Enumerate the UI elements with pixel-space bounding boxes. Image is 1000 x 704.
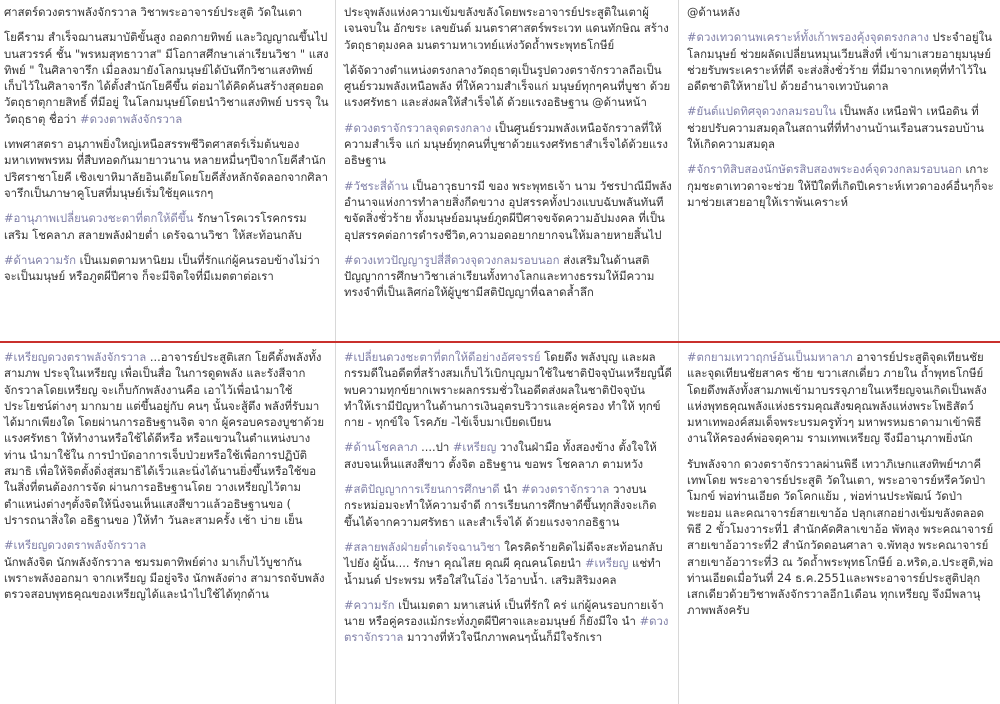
paragraph (4, 29, 329, 127)
body-text: @ด้านหลัง (687, 5, 741, 19)
body-text: เป็นศูนย์รวมพลังเหนือจักรวาลที่ให้ความสำเร็จ แก่ มนุษย์ทุกคนที่บูชาด้วยแรงศรัทธาสำเร็จได้ด้วยแรงอธิษฐาน (344, 120, 668, 168)
body-text: นักพลังจิต นักพลังจักรวาล ชมรมตาทิพย์ต่าง มาเก็บไว้บูชากันเพราะพลังออกมา จากเหรียญ มีอยู่จริง นักพลังต่าง สามารถจับพลังตรวจสอบพุทธคุณของเหรียญได้และนำไปใช้ได้ทุกด้าน (4, 554, 325, 602)
cell-bottom-left (0, 341, 335, 704)
hashtag-text[interactable]: #เหรียญดวงตราพลังจักรวาล (4, 350, 147, 364)
body-text: โดยดึง พลังบุญ และผลกรรมดีในอดีตที่สร้างสมเก็บไว้เบิกบุญมาใช้ในชาติปัจจุบันเหรียญนี้ดี พบความทุกข์ยากเพราะผลกรรมชั่วในอดีตส่งผลในชาติปัจจุบัน ทำให้เรามีปัญหาในด้านการเงินอุตรบริวารและคู่ครอง ทำให้ ทุกข์กาย - ทุกข์ใจ โรคภัย -ไข้เจ็บมาเบียดเบียน (344, 350, 672, 430)
paragraph (344, 178, 672, 243)
section-divider (0, 341, 1000, 343)
body-text: เป็นอาวุธบารมี ของ พระพุทธเจ้า นาม วัชรปาณีมีพลังอำนาจแห่งการทำลายสิ่งกีดขวาง อุปสรรคทั้งปวงแบบฉับพลันทันที ขจัดสิ่งชั่วร้าย ทั้งมนุษย์อมนุษย์ภูตผีปีศาจขจัดความอัปมงคล ที่เป็นอุปสรรคต่อการดำรงชีวิต,ความอดอยากยากจนให้มลายหายสิ้นไป (344, 178, 672, 242)
body-text: อาจารย์ประสูติจุดเทียนชัยและจุดเทียนชัยสาคร ซ้าย ขวาเสกเดี่ยว ภายใน ถ้ำพุทธโกษีย์โดยดึงพลังทั้งสามภพเข้ามาบรรจุภายในเหรียญจนเกิดเป็นพลังแห่งพุทธคุณพลังแห่งธรรมคุณสังฆคุณพลังแห่งพระโพธิสัตว์มหาเทพองค์สมเด็จพระบรมครูทั่วๆ มหาพรหมธาดามาเข้าพิธีงานให้ครองค์พ่อจตุคาม รามเทพเหรียญ จึงมีอานุภาพยิ่งนัก (687, 350, 987, 446)
hashtag-text[interactable]: #เหรียญดวงตราพลังจักรวาล (4, 538, 147, 553)
hashtag-text[interactable]: #ดวงตราจักรวาล (344, 614, 669, 645)
body-text: โยคีราม สำเร็จฌานสมาบัติขั้นสูง ถอดกายทิพย์ และวิญญาณขึ้นไปบนสวรรค์ ชั้น "พรหมสุทธาวาส" มีโอกาสศึกษาเล่าเรียนวิชา " แสงทิพย์ " ในศิลาจารึก เมื่อลงมายังโลกมนุษย์ได้บันทึกวิชาแสงทิพย์ เก็บไว้ในศิลาจารึก ได้ตั้งสำนักโยคีขึ้น ต่อมาได้คิดค้นสร้างสุดยอดวัตถุธาตุกายสิทธิ์ ที่มีอยู่ ในโลกมนุษย์โดยนำวิชาแสงทิพย์ บรรจุ ใน วัตถุธาตุ ชื่อว่า (4, 30, 329, 126)
body-text: ได้จัดวางตำแหน่งตรงกลางวัตถุธาตุเป็นรูปดวงตราจักรวาลถือเป็นศูนย์รวมพลังเหนือพลัง ที่ให้ความสำเร็จแก่ มนุษย์ทุกๆคนที่บูชา ด้วยแรงศรัทธา และส่งผลให้สำเร็จได้ ด้วยแรงอธิษฐาน @ด้านหน้า (344, 62, 671, 110)
paragraph (687, 161, 994, 210)
cell-bottom-right (678, 341, 1000, 704)
body-text: นำ (499, 482, 522, 497)
cell-top-left (0, 0, 335, 341)
cell-bottom-middle (335, 341, 678, 704)
hashtag-text[interactable]: #ดวงตราจักรวาล (521, 482, 610, 497)
body-text: เกาะกุมชะตาเทวดาจะช่วย ให้ปีใดที่เกิดปีเคราะห์เทวดาองค์อื่นๆก็จะมาช่วยเสวยอายุให้เราพ้นเคราะห์ (687, 162, 994, 209)
hashtag-text[interactable]: #ดวงเทวดานพเคราะห์ทั้งเก้าพรองคุ้งจุดตรงกลาง (687, 30, 929, 45)
paragraph (687, 349, 994, 447)
body-text: แช่ทำน้ำมนต์ ประพรม หรือใส่ในโอ่ง ไว้อาบน้ำ. เสริมสิริมงคล (344, 556, 662, 587)
hashtag-text[interactable]: #เปลี่ยนดวงชะตาที่ตกให้ดีอย่างอัศจรรย์ (344, 350, 541, 364)
body-text: ส่งเสริมในด้านสติปัญญาการศึกษาวิชาเล่าเรียนทั้งทางโลกและทางธรรมให้มีความทรงจำที่เป็นเลิศก่อให้ผู้บูชามีสติปัญญาที่ฉลาดล้ำลึก (344, 252, 655, 300)
body-text: ศาสตร์ดวงตราพลังจักรวาล วิชาพระอาจารย์ประสูติ วัดในเตา (4, 5, 303, 19)
hashtag-text[interactable]: #ยันต์แปดทิศจุดวงกลมรอบใน (687, 104, 837, 119)
paragraph (4, 210, 329, 243)
body-text: เป็นพลัง เหนือฟ้า เหนือดิน ที่ช่วยปรับความสมดุลในสถานที่ที่ทำงานบ้านเรือนสวนรอบบ้านให้เกิดความสมดุล (687, 104, 984, 152)
hashtag-text[interactable]: #สลายพลังฝ่ายต่ำเดรัจฉานวิชา (344, 539, 501, 554)
hashtag-text[interactable]: #ด้านความรัก (4, 252, 77, 267)
body-text: วางในฝ่ามือ ทั้งสองข้าง ตั้งใจให้สงบจนเห็นแสงสีขาว ตั้งจิต อธิษฐาน ขอพร โชคลาภ ตามหวัง (344, 440, 657, 471)
paragraph (344, 62, 672, 111)
hashtag-text[interactable]: #ตกยามเทวาฤกษ์อันเป็นมหาลาภ (687, 350, 853, 364)
hashtag-text[interactable]: #ด้านโชคลาภ (344, 440, 418, 455)
body-text: มาวางที่หัวใจนึกภาพคนๆนั้นก็มีใจรักเรา (403, 630, 603, 645)
paragraph (344, 4, 672, 53)
paragraph (687, 103, 994, 152)
hashtag-text[interactable]: #ดวงตราจักรวาลจุดตรงกลาง (344, 120, 492, 135)
paragraph (344, 120, 672, 169)
paragraph (344, 252, 672, 301)
hashtag-text[interactable]: #เหรียญ (452, 440, 497, 455)
cell-top-right (678, 0, 1000, 341)
paragraph (687, 4, 994, 20)
hashtag-text[interactable]: #เหรียญ (584, 556, 629, 571)
body-text: ...อาจารย์ประสูติเสก โยคีตั้งพลังทั้งสามภพ ประจุในเหรียญ เพื่อเป็นสื่อ ในการดูดพลัง และรังสีจากจักรวาลโดยเหรียญ จะเก็บกักพลังงานคือ เอาไว้เพื่อนำมาใช้ประโยชน์ต่างๆ มากมาย แต่ขึ้นอยู่กับ คนๆ นั้นจะสู้ตึง พลังที่รับมาได้มากเพียงใด โดยผ่านการอธิษฐานจิต จาก ผู้ครอบครองบูชาด้วยแรงศรัทธา ให้ทำงานหรือใช้ได้ดีหรือ หรือแขวนในตำแหน่งบางท่าน นำมาใช้ใน การบำบัดอาการเจ็บป่วยหรือใช้เพื่อการปฏิบัติสมาธิ เพื่อให้จิตตั้งดิ่งสู่สมาธิได้เร็วและนิ่งได้นานยิ่งขึ้นหรือใช้ขอ ในสิ่งที่ตนต้องการจัด ผ่านการอธิษฐานโดย วางเหรียญไว้ตามตำแหน่งต่างๆตั้งจิตให้นิ่งจนเห็นแสงสีขาวแล้วอธิษฐานขอ ( ปรารถนาสิ่งใด อธิฐานขอ )ให้ทำ วันละสามครั้ง เช้า บ่าย เย็น (4, 350, 325, 527)
body-text: เทพศาสตรา อนุภาพยิ่งใหญ่เหนือสรรพชีวิตศาสตร์เริ่มต้นของมหาเทพพรหม ที่สืบทอดกันมายาวนาน หลายหมื่นๆปีจากโยคีสำนักปริศราชาโยคี เชิงเขาหิมาลัยอินเดียโดยโยคีสั่งหลักจัดลอกจากศิลาจารึกเป็นภาษาคูโบสที่มนุษย์เริ่มใช้ยุคแรกๆ (4, 137, 329, 200)
body-text: วางบนกระหม่อมจะทำให้ความจำดี การเรียนการศึกษาดีขึ้นทุกสิ่งจะเกิดขึ้นได้จากความศรัทธา และสำเร็จได้ ด้วยแรงจากอธิฐาน (344, 482, 657, 529)
paragraph (4, 349, 329, 528)
body-text: รักษาโรคเวรโรคกรรม เสริม โชคลาภ สลายพลังฝ่ายต่ำ เดรัจฉานวิชา ให้สะท้อนกลับ (4, 211, 307, 242)
paragraph (687, 456, 994, 619)
cell-top-middle (335, 0, 678, 341)
hashtag-text[interactable]: #อานุภาพเปลี่ยนดวงชะตาที่ตกให้ดีขึ้น (4, 211, 194, 226)
hashtag-text[interactable]: #ดวงเทวปัญญารูปสี่สีดวงจุดวงกลมรอบนอก (344, 252, 560, 267)
paragraph (344, 481, 672, 530)
body-text: เป็นเมตตา มหาเสน่ห์ เป็นที่รักใ คร่ แก่ผู้คนรอบกายเจ้านาย หรือคู่ครองแม้กระทั่งภูตผีปีศาจและอมนุษย์ ก็ยังมีใจ นำ (344, 597, 664, 629)
paragraph (344, 439, 672, 472)
body-text: ใครคิดร้ายคิดไม่ดีจะสะท้อนกลับไปยัง ผู้นั้น.... รักษา คุณไสย คุณผี คุณคนโดยนำ (344, 539, 663, 571)
paragraph (4, 252, 329, 285)
paragraph (344, 597, 672, 646)
hashtag-text[interactable]: #ดวงตาพลังจักรวาล (80, 111, 183, 126)
body-text: ประจุพลังแห่งความเข้มขลังขลังโดยพระอาจารย์ประสูติในเตาผู้เจนจบใน อักขระ เลขยันต์ มนตราศาสตร์พระเวท แดนทักษิณ สร้างวัตถุธาตุมงคล มนตรามหาเวทย์แห่งวัดถ้ำพระพุทธโกษีย์ (344, 5, 669, 52)
body-text: ....ปา (417, 440, 453, 455)
paragraph (4, 136, 329, 201)
body-text: รับพลังจาก ดวงตราจักรวาลผ่านพิธี เทวาภิเษกแสงทิพย์ฯภาคีเทพโดย พระอาจารย์ประสูติ วัดในเตา, พระอาจารย์หรีควัดป่าโมกข์ พ่อท่านเอียด วัดโคกแย้ม , พ่อท่านประพัฒน์ วัดป่าพะยอม และคณาจารย์สายเขาอ้อ ปลุกเสกอย่างเข้มขลังตลอดพิธี 2 ขั้วโมงวาระที่1 สำนักคัดศิลาเขาอ้อ พัทลุง พระคณาจารย์ สายเขาอ้อวาระที่2 สำนักวัดดอนศาลา จ.พัทลุง พระคณาจารย์ สายเขาอ้อวาระที่3 ณ วัดถ้ำพระพุทธโกษีย์ อ.หริด,อ.ประสูติ,พ่อท่านเอียดเมื่อวันที่ 24 ธ.ค.2551และพระอาจารย์ประสูติปลุกเสกเดียวด้วยวิชาพลังจักรวาลอีก1เดือน ทุกเหรียญ จึงมีพลานุภาพพลังครับ (687, 456, 994, 618)
paragraph (687, 29, 994, 94)
body-text: เป็นเมตตามหานิยม เป็นที่รักแก่ผู้คนรอบข้างไม่ว่าจะเป็นมนุษย์ หรือภูตผีปีศาจ ก็จะมีจิตใจที่มีเมตตาต่อเรา (4, 252, 320, 284)
paragraph (344, 539, 672, 588)
paragraph (4, 4, 329, 20)
paragraph (4, 537, 329, 602)
hashtag-text[interactable]: #วัชระสี่ด้าน (344, 178, 409, 193)
hashtag-text[interactable]: #ความรัก (344, 597, 395, 612)
body-text: ประจำอยู่ในโลกมนุษย์ ช่วยผลัดเปลี่ยนหมุนเวียนสิ่งที่ เข้ามาเสวยอายุมนุษย์ ช่วยรับพระเคราะห์ที่ดี จะส่งสิ่งชั่วร้าย ที่มีมาจากเหตุที่ทำไว้ในอดีตชาติให้หายไป ด้วยอำนาจเทวบันดาล (687, 30, 992, 94)
hashtag-text[interactable]: #จักราทิสิบสองนักษัตรสิบสองพระองค์จุดวงกลมรอบนอก (687, 162, 962, 177)
hashtag-text[interactable]: #สติปัญญาการเรียนการศึกษาดี (344, 482, 500, 497)
paragraph (344, 349, 672, 430)
